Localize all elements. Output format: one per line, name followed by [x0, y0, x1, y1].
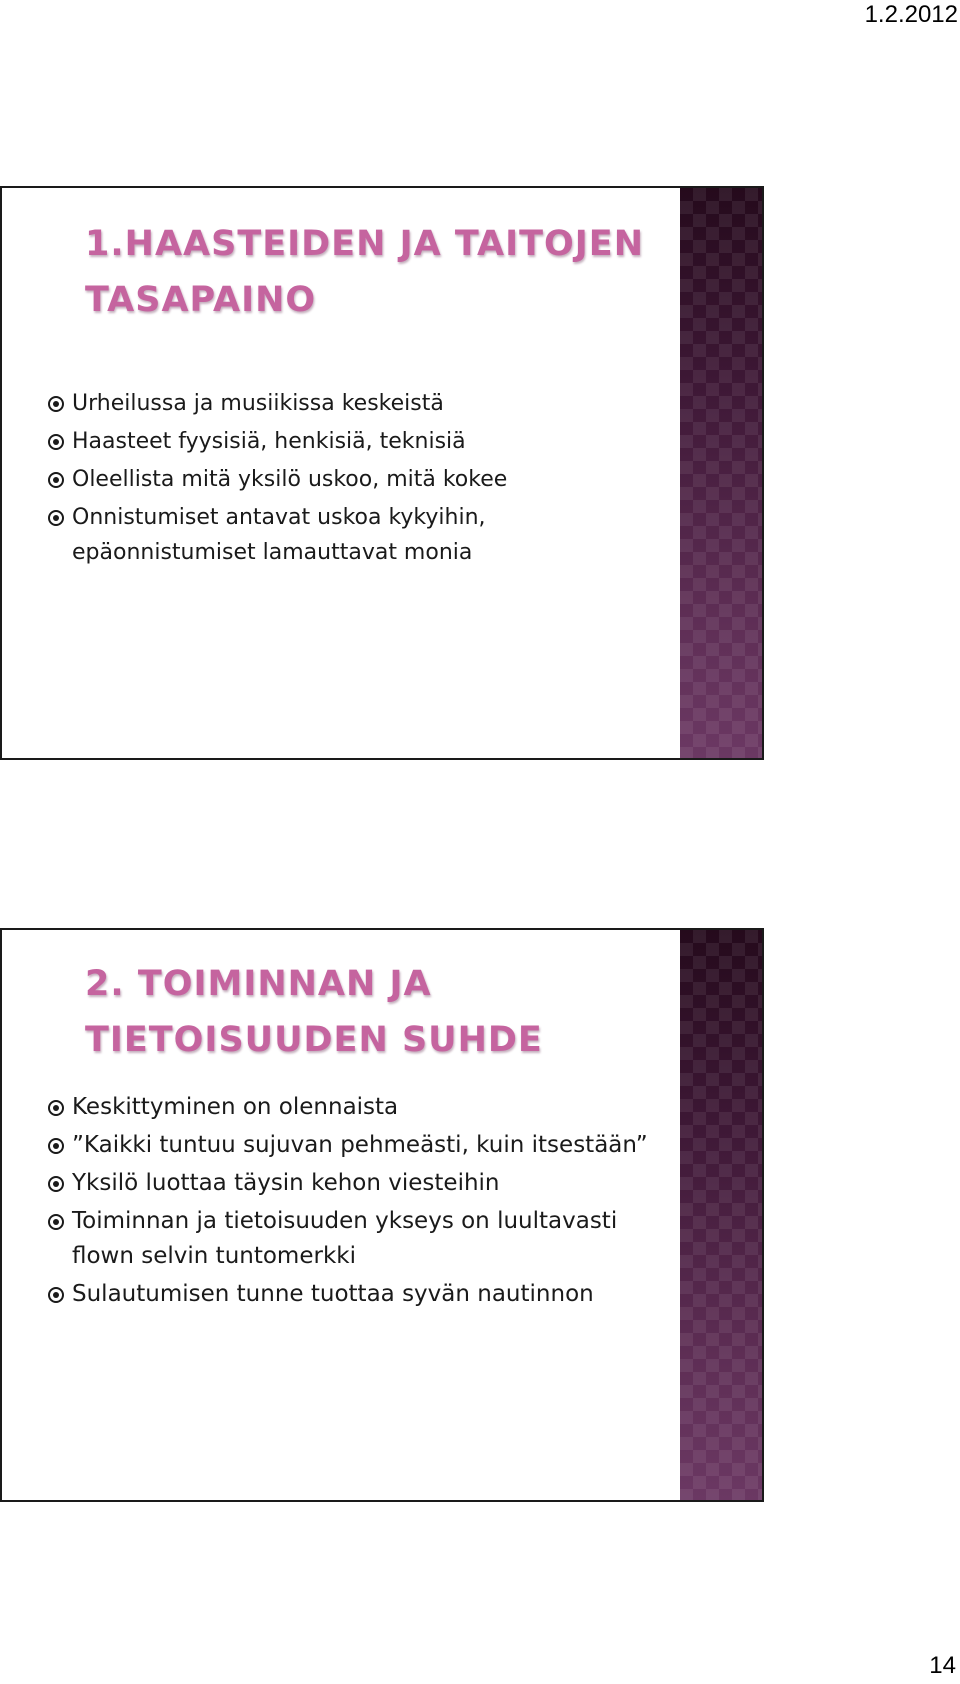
bullet-item: [48, 1277, 682, 1312]
bullet-list: [48, 1090, 682, 1315]
bullet-item: [48, 500, 662, 570]
bullet-item: [48, 1204, 682, 1274]
bullet-icon: [48, 434, 64, 450]
slide-1: [0, 186, 764, 760]
bullet-icon: [48, 1138, 64, 1154]
bullet-item: [48, 1166, 682, 1201]
slide-title-line: 1.HAASTEIDEN JA TAITOJEN: [85, 224, 644, 264]
bullet-text: ”Kaikki tuntuu sujuvan pehmeästi, kuin itsestään”: [72, 1132, 648, 1158]
bullet-icon: [48, 1287, 64, 1303]
slide-title-line: 2. TOIMINNAN JA: [85, 964, 432, 1004]
slide-2: [0, 928, 764, 1502]
bullet-item: [48, 1090, 682, 1125]
bullet-icon: [48, 396, 64, 412]
bullet-text: Toiminnan ja tietoisuuden ykseys on luultavasti flown selvin tuntomerkki: [72, 1208, 618, 1269]
decorative-side-panel: [680, 188, 762, 758]
slide-title-line: TASAPAINO: [85, 280, 317, 320]
bullet-item: [48, 462, 662, 497]
slide-title-line: TIETOISUUDEN SUHDE: [85, 1020, 543, 1060]
bullet-text: Sulautumisen tunne tuottaa syvän nautinnon: [72, 1281, 594, 1307]
header-date: 1.2.2012: [864, 1, 958, 28]
bullet-item: [48, 424, 662, 459]
bullet-item: [48, 1128, 682, 1163]
bullet-item: [48, 386, 662, 421]
decorative-side-panel: [680, 930, 762, 1500]
bullet-icon: [48, 1176, 64, 1192]
bullet-text: Onnistumiset antavat uskoa kykyihin, epäonnistumiset lamauttavat monia: [72, 505, 486, 565]
page-number: 14: [929, 1652, 956, 1679]
bullet-text: Oleellista mitä yksilö uskoo, mitä kokee: [72, 467, 508, 492]
bullet-icon: [48, 1100, 64, 1116]
bullet-text: Keskittyminen on olennaista: [72, 1094, 399, 1120]
bullet-list: [48, 386, 662, 573]
bullet-icon: [48, 510, 64, 526]
bullet-icon: [48, 1214, 64, 1230]
slide-title: [85, 216, 644, 328]
slide-title: [85, 956, 543, 1068]
bullet-icon: [48, 472, 64, 488]
bullet-text: Yksilö luottaa täysin kehon viesteihin: [72, 1170, 500, 1196]
bullet-text: Urheilussa ja musiikissa keskeistä: [72, 391, 444, 416]
bullet-text: Haasteet fyysisiä, henkisiä, teknisiä: [72, 429, 466, 454]
